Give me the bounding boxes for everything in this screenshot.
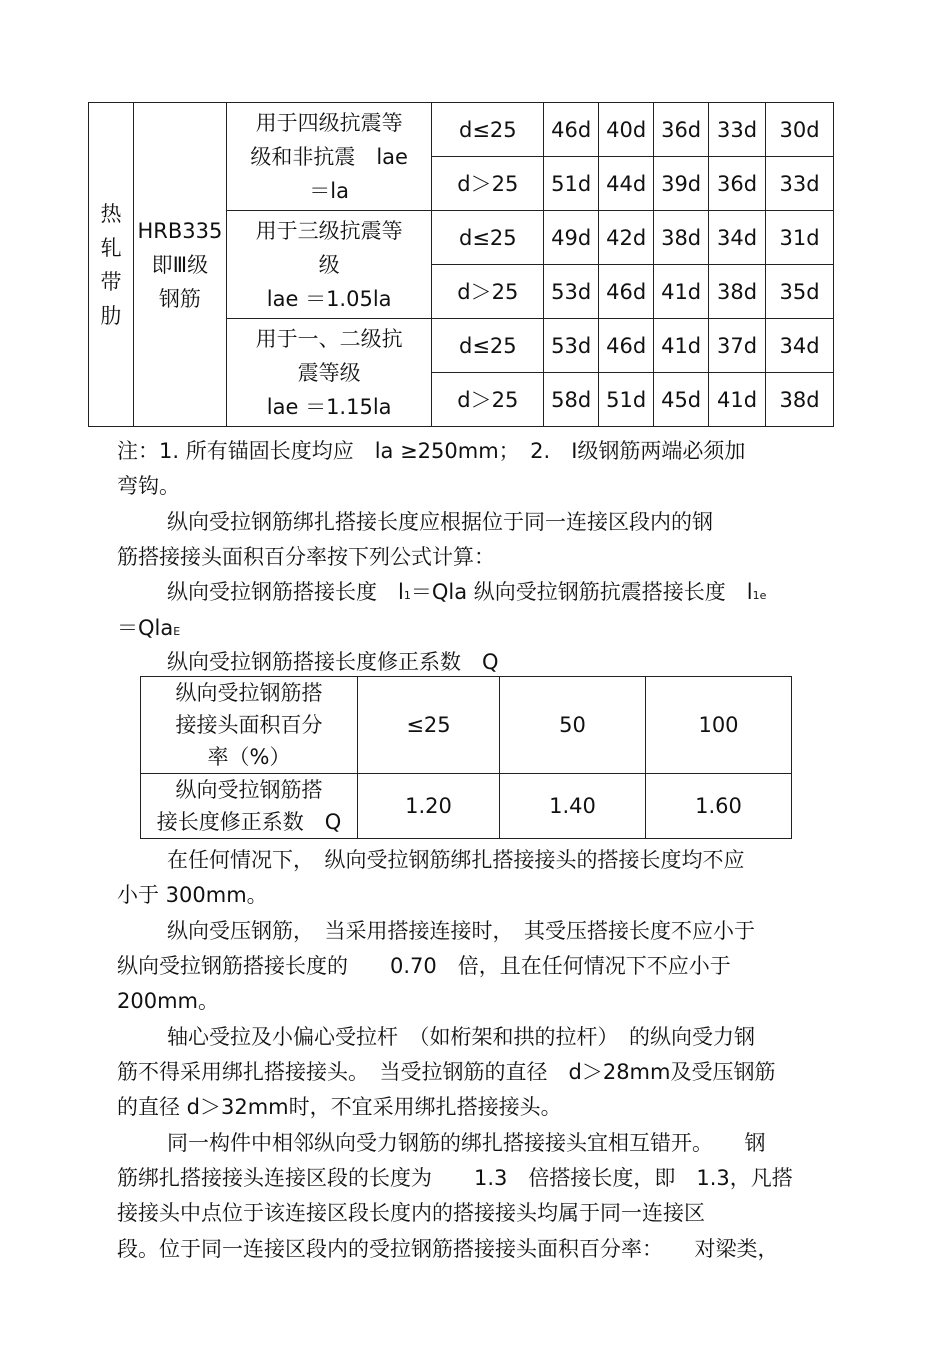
value-cell: 36d — [709, 157, 766, 211]
value-cell: 35d — [766, 265, 834, 319]
grade-line: HRB335 — [137, 218, 223, 243]
category-char: 轧 — [100, 235, 122, 260]
header-line: 率（%） — [207, 745, 291, 769]
value-cell: 30d — [766, 103, 834, 157]
paragraph-line: 200mm。 — [117, 989, 219, 1013]
anchorage-length-table — [88, 102, 834, 427]
paragraph-line: 纵向受压钢筋， 当采用搭接连接时， 其受压搭接长度不应小于 — [167, 919, 755, 943]
formula-text: ＝Qla — [117, 616, 174, 640]
value-cell: 46d — [599, 319, 654, 373]
grade-line: 即Ⅲ级 — [151, 252, 209, 277]
desc-line: lae ＝1.05la — [266, 286, 392, 311]
paragraph-line: 纵向受拉钢筋搭接长度的 0.70 倍，且在任何情况下不应小于 — [117, 954, 731, 978]
desc-line: 震等级 — [297, 360, 361, 385]
value-cell: 41d — [709, 373, 766, 427]
paragraph-line: 段。位于同一连接区段内的受拉钢筋搭接接头面积百分率： 对梁类， — [117, 1237, 779, 1261]
row-line: 纵向受拉钢筋搭 — [175, 778, 323, 802]
factor-value: 1.40 — [500, 774, 646, 839]
note-line: 注：1. 所有锚固长度均应 la ≥250mm； 2. Ⅰ级钢筋两端必须加 — [117, 439, 746, 463]
paragraph-line: 接接头中点位于该连接区段长度内的搭接接头均属于同一连接区 — [117, 1201, 705, 1225]
diameter-cond: d≤25 — [432, 319, 544, 373]
value-cell: 37d — [709, 319, 766, 373]
seismic-desc-cell — [226, 319, 432, 427]
desc-line: 用于四级抗震等 — [255, 110, 403, 135]
header-value: 50 — [500, 677, 646, 774]
header-line: 接接头面积百分 — [175, 713, 323, 737]
value-cell: 34d — [766, 319, 834, 373]
correction-factor-table — [140, 676, 792, 839]
value-cell: 41d — [654, 265, 709, 319]
value-cell: 41d — [654, 319, 709, 373]
diameter-cond: d≤25 — [432, 103, 544, 157]
seismic-desc-cell — [226, 103, 432, 211]
desc-line: ＝la — [309, 178, 349, 203]
diameter-cond: d＞25 — [432, 157, 544, 211]
category-char: 带 — [100, 269, 122, 294]
row-label-cell — [141, 774, 358, 839]
paragraph-line: 同一构件中相邻纵向受力钢筋的绑扎搭接接头宜相互错开。 钢 — [167, 1131, 766, 1155]
desc-line: lae ＝1.15la — [266, 394, 392, 419]
header-label-cell — [141, 677, 358, 774]
formula-subscript: 1e — [752, 589, 767, 602]
value-cell: 34d — [709, 211, 766, 265]
value-cell: 44d — [599, 157, 654, 211]
formula-subscript: 1 — [403, 589, 411, 602]
value-cell: 45d — [654, 373, 709, 427]
factor-value: 1.20 — [358, 774, 500, 839]
formula-text: 纵向受拉钢筋搭接长度 l — [167, 580, 404, 604]
header-value: ≤25 — [358, 677, 500, 774]
paragraph-line: 筋不得采用绑扎搭接接头。 当受拉钢筋的直径 d＞28mm及受压钢筋 — [117, 1060, 776, 1084]
value-cell: 40d — [599, 103, 654, 157]
seismic-desc-cell — [226, 211, 432, 319]
value-cell: 31d — [766, 211, 834, 265]
value-cell: 49d — [544, 211, 599, 265]
desc-line: 级 — [318, 252, 340, 277]
value-cell: 39d — [654, 157, 709, 211]
diameter-cond: d≤25 — [432, 211, 544, 265]
desc-line: 级和非抗震 lae — [250, 144, 408, 169]
factor-value: 1.60 — [646, 774, 792, 839]
category-char: 热 — [100, 201, 122, 226]
value-cell: 51d — [599, 373, 654, 427]
table-caption: 纵向受拉钢筋搭接长度修正系数 Q — [167, 650, 499, 674]
value-cell: 38d — [654, 211, 709, 265]
formula-line — [117, 611, 180, 649]
diameter-cond: d＞25 — [432, 373, 544, 427]
value-cell: 33d — [709, 103, 766, 157]
value-cell: 53d — [544, 265, 599, 319]
value-cell: 42d — [599, 211, 654, 265]
category-cell — [89, 103, 134, 427]
value-cell: 53d — [544, 319, 599, 373]
paragraph-line: 筋搭接接头面积百分率按下列公式计算： — [117, 545, 495, 569]
value-cell: 38d — [709, 265, 766, 319]
paragraph-line: 的直径 d＞32mm时，不宜采用绑扎搭接接头。 — [117, 1095, 562, 1119]
row-line: 接长度修正系数 Q — [156, 810, 342, 834]
value-cell: 46d — [599, 265, 654, 319]
paragraph-line: 小于 300mm。 — [117, 883, 268, 907]
formula-subscript: E — [173, 625, 181, 638]
category-char: 肋 — [100, 303, 122, 328]
header-value: 100 — [646, 677, 792, 774]
paragraph-line: 轴心受拉及小偏心受拉杆 （如桁架和拱的拉杆） 的纵向受力钢 — [167, 1025, 755, 1049]
paragraph-line: 在任何情况下， 纵向受拉钢筋绑扎搭接接头的搭接长度均不应 — [167, 848, 745, 872]
desc-line: 用于三级抗震等 — [255, 218, 403, 243]
paragraph-line: 纵向受拉钢筋绑扎搭接长度应根据位于同一连接区段内的钢 — [167, 510, 713, 534]
value-cell: 46d — [544, 103, 599, 157]
value-cell: 38d — [766, 373, 834, 427]
header-line: 纵向受拉钢筋搭 — [175, 681, 323, 705]
formula-line — [167, 575, 766, 613]
grade-cell — [133, 103, 226, 427]
grade-line: 钢筋 — [158, 286, 201, 311]
diameter-cond: d＞25 — [432, 265, 544, 319]
value-cell: 58d — [544, 373, 599, 427]
value-cell: 51d — [544, 157, 599, 211]
value-cell: 33d — [766, 157, 834, 211]
paragraph-line: 筋绑扎搭接接头连接区段的长度为 1.3 倍搭接长度，即 1.3，凡搭 — [117, 1166, 793, 1190]
note-line: 弯钩。 — [117, 474, 180, 498]
value-cell: 36d — [654, 103, 709, 157]
desc-line: 用于一、二级抗 — [255, 326, 403, 351]
formula-text: ＝Qla 纵向受拉钢筋抗震搭接长度 l — [410, 580, 753, 604]
